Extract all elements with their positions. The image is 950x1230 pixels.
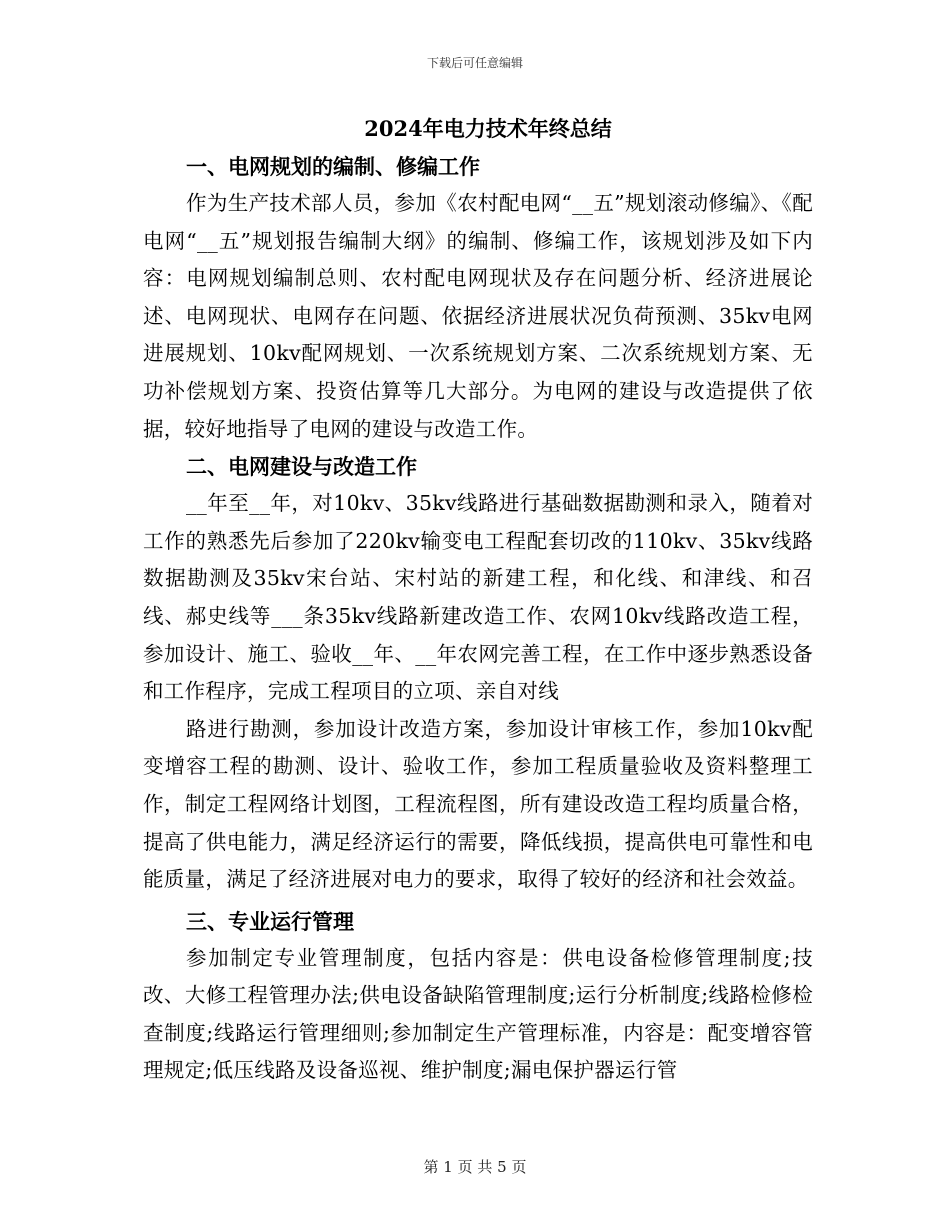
document-body <box>143 110 813 1090</box>
section-2-paragraph-2: 路进行勘测，参加设计改造方案，参加设计审核工作，参加10kv配变增容工程的勘测、设计、验收工作，参加工程质量验收及资料整理工作，制定工程网络计划图，工程流程图，所有建设改造工程均质量合格，提高了供电能力，满足经济运行的需要，降低线损，提高供电可靠性和电能质量，满足了经济进展对电力的要求，取得了较好的经济和社会效益。 <box>143 716 813 892</box>
section-heading-2: 二、电网建设与改造工作 <box>186 454 417 480</box>
section-1-paragraph-1: 作为生产技术部人员，参加《农村配电网“__五”规划滚动修编》、《配电网“__五”规划报告编制大纲》的编制、修编工作，该规划涉及如下内容：电网规划编制总则、农村配电网现状及存在问题分析、经济进展论述、电网现状、电网存在问题、依据经济进展状况负荷预测、35kv电网进展规划、10kv配网规划、一次系统规划方案、二次系统规划方案、无功补偿规划方案、投资估算等几大部分。为电网的建设与改造提供了依据，较好地指导了电网的建设与改造工作。 <box>143 191 813 441</box>
section-2-paragraph-1: __年至__年，对10kv、35kv线路进行基础数据勘测和录入，随着对工作的熟悉先后参加了220kv输变电工程配套切改的110kv、35kv线路数据勘测及35kv宋台站、宋村站的新建工程，和化线、和津线、和召线、郝史线等___条35kv线路新建改造工作、农网10kv线路改造工程，参加设计、施工、验收__年、__年农网完善工程，在工作中逐步熟悉设备和工作程序，完成工程项目的立项、亲自对线 <box>143 491 813 704</box>
section-heading-3: 三、专业运行管理 <box>186 908 354 934</box>
document-title: 2024年电力技术年终总结 <box>364 116 612 141</box>
section-heading-1: 一、电网规划的编制、修编工作 <box>186 154 480 179</box>
section-3-paragraph-1: 参加制定专业管理制度，包括内容是：供电设备检修管理制度;技改、大修工程管理办法;供电设备缺陷管理制度;运行分析制度;线路检修检查制度;线路运行管理细则;参加制定生产管理标准，内容是：配变增容管理规定;低压线路及设备巡视、维护制度;漏电保护器运行管 <box>143 945 813 1083</box>
page-header-note: 下载后可任意编辑 <box>426 56 523 70</box>
page-number: 第 1 页 共 5 页 <box>423 1158 527 1176</box>
